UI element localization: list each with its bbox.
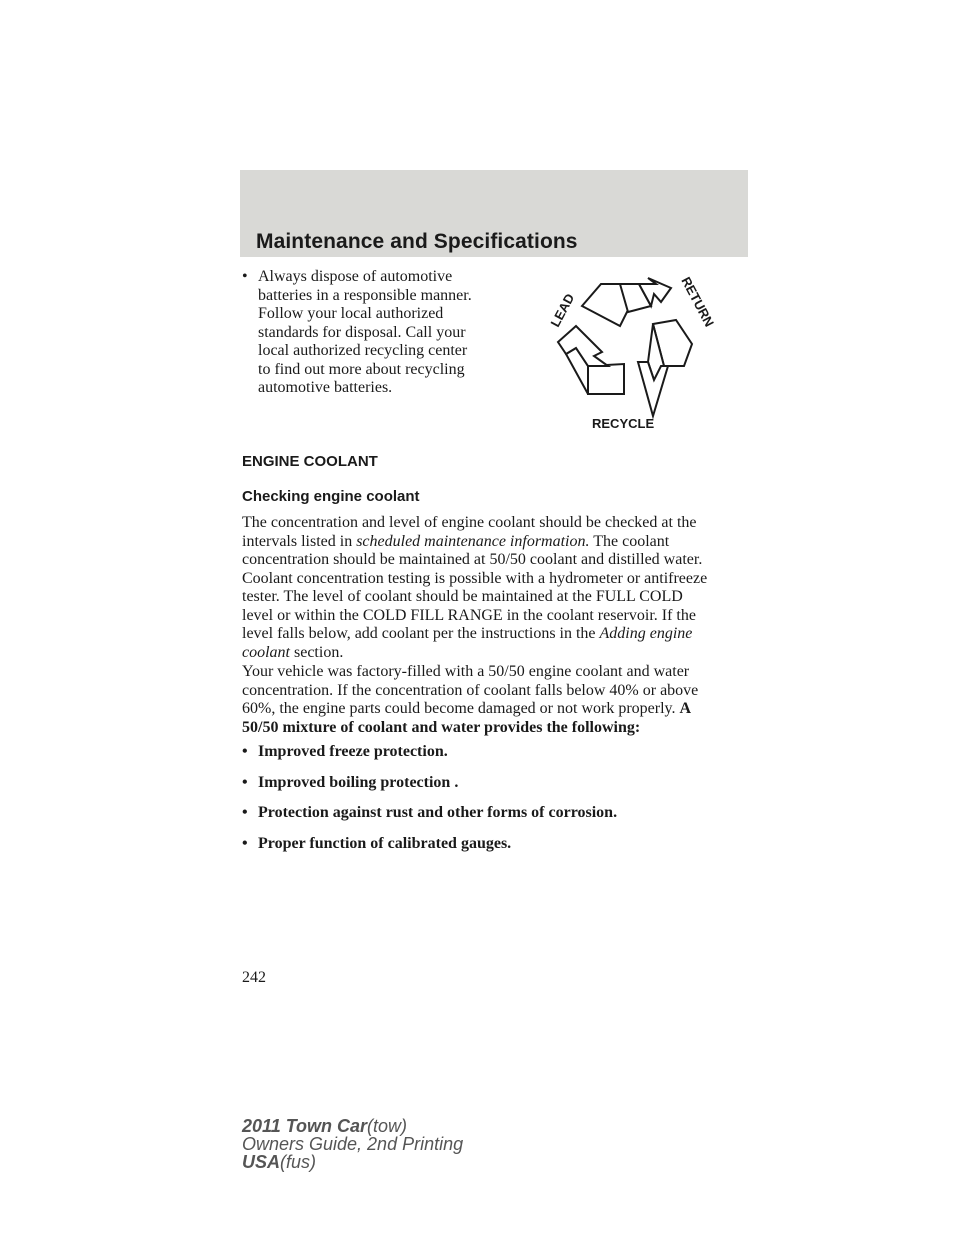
left-arrow-head: [558, 326, 608, 366]
text-line: Coolant concentration testing is possible with a hydrometer or antifreeze: [242, 569, 708, 587]
text-line: Your vehicle was factory-filled with a 50/50 engine coolant and water: [242, 663, 690, 680]
page-title: Maintenance and Specifications: [256, 230, 578, 253]
footer-market: USA: [242, 1152, 281, 1172]
list-item-text: Proper function of calibrated gauges.: [258, 834, 512, 852]
coolant-check-paragraph: [242, 514, 750, 662]
footer-edition: Owners Guide, 2nd Printing: [242, 1134, 464, 1154]
list-item: [242, 804, 750, 823]
bullet-icon: •: [242, 804, 248, 821]
link-reference: coolant: [242, 643, 290, 661]
document-footer: [242, 1117, 463, 1171]
text-line: The concentration and level of engine coolant should be checked at the: [242, 514, 697, 531]
bullet-icon: •: [242, 834, 248, 852]
bullet-line: to find out more about recycling: [258, 360, 465, 378]
text-segment: level falls below, add coolant per the instructions in the: [242, 625, 600, 642]
bullet-line: batteries in a responsible manner.: [258, 286, 472, 304]
text-segment: 60%, the engine parts could become damaged or not work properly.: [242, 700, 680, 717]
text-segment: The coolant: [589, 532, 670, 550]
link-reference: scheduled maintenance information.: [356, 532, 590, 550]
link-reference: Adding engine: [599, 625, 693, 642]
section-heading: ENGINE COOLANT: [242, 453, 378, 470]
bullet-line: Always dispose of automotive: [258, 268, 453, 285]
list-item-text: Improved freeze protection.: [258, 743, 448, 760]
logo-recycle-text: RECYCLE: [592, 416, 655, 431]
bullet-line: standards for disposal. Call your: [258, 323, 466, 341]
bullet-icon: •: [242, 743, 248, 760]
benefits-list: [242, 743, 750, 865]
text-line: concentration. If the concentration of coolant falls below 40% or above: [242, 681, 699, 699]
bullet-line: automotive batteries.: [258, 379, 393, 396]
bullet-icon: •: [242, 773, 248, 791]
footer-model-code: (tow): [367, 1116, 408, 1136]
bold-segment: 50/50 mixture of coolant and water provides the following:: [242, 718, 641, 736]
logo-return-text: RETURN: [678, 274, 718, 330]
bullet-line: local authorized recycling center: [258, 342, 468, 359]
list-item: [242, 774, 750, 793]
list-item: [242, 743, 750, 762]
list-item-text: Protection against rust and other forms of corrosion.: [258, 804, 618, 821]
text-line: tester. The level of coolant should be maintained at the FULL COLD: [242, 588, 683, 605]
logo-lead-text: LEAD: [547, 291, 578, 330]
text-line: level or within the COLD FILL RANGE in the coolant reservoir. If the: [242, 606, 696, 624]
footer-model: 2011 Town Car: [242, 1116, 368, 1136]
left-arrow-segment: [588, 364, 624, 394]
footer-market-code: (fus): [280, 1152, 317, 1172]
list-item-text: Improved boiling protection .: [258, 773, 459, 791]
bullet-line: Follow your local authorized: [258, 305, 444, 322]
page-number: 242: [242, 969, 266, 986]
battery-disposal-bullet: [242, 268, 512, 398]
factory-fill-paragraph: [242, 663, 750, 737]
list-item: [242, 835, 750, 854]
text-segment: intervals listed in: [242, 532, 357, 550]
text-segment: section.: [290, 643, 344, 661]
text-line: concentration should be maintained at 50/50 coolant and distilled water.: [242, 551, 703, 568]
bold-segment: A: [679, 700, 692, 717]
lead-recycle-logo: [536, 266, 736, 436]
bullet-text: [258, 268, 512, 398]
sub-heading: Checking engine coolant: [242, 488, 420, 505]
bullet-icon: •: [242, 268, 248, 285]
recycle-arrows-icon: [536, 266, 736, 436]
